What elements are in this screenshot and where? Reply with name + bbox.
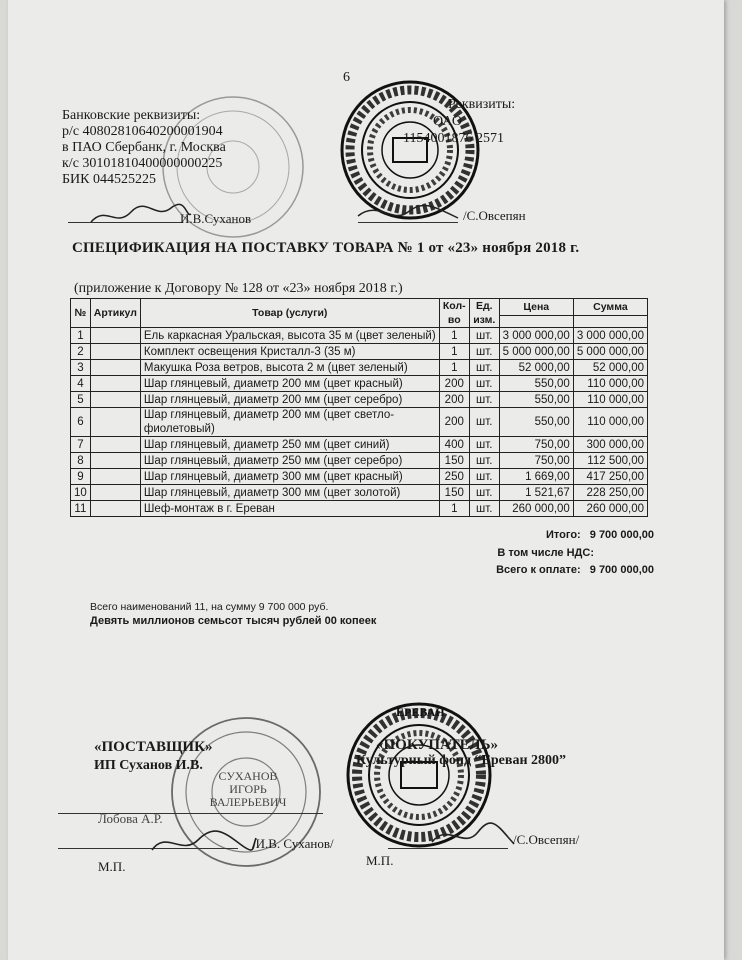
document-sheet — [8, 0, 724, 960]
pay-label: Всего к оплате: — [496, 564, 581, 576]
cell-sum: 5 000 000,00 — [573, 344, 647, 360]
col-header-unit: Ед. изм. — [469, 299, 499, 328]
cell-article — [90, 360, 140, 376]
supplier-seal-mark: М.П. — [98, 859, 126, 874]
col-header-sum: Сумма — [573, 299, 647, 316]
cell-item-name: Шар глянцевый, диаметр 300 мм (цвет красный) — [140, 469, 439, 485]
table-row — [71, 376, 648, 392]
cell-item-name: Макушка Роза ветров, высота 2 м (цвет зеленый) — [140, 360, 439, 376]
cell-article — [90, 376, 140, 392]
col-header-article: Артикул — [90, 299, 140, 328]
cell-article — [90, 392, 140, 408]
cell-item-name: Комплект освещения Кристалл-3 (35 м) — [140, 344, 439, 360]
cell-sum: 3 000 000,00 — [573, 328, 647, 344]
vat-label: В том числе НДС: — [497, 547, 594, 559]
cell-price: 550,00 — [499, 376, 573, 392]
buyer-details-line: ОАО — [433, 114, 462, 129]
cell-article — [90, 328, 140, 344]
cell-unit: шт. — [469, 344, 499, 360]
cell-sum: 112 500,00 — [573, 453, 647, 469]
cell-sum: 260 000,00 — [573, 501, 647, 517]
col-header-sum-sub — [573, 316, 647, 328]
cell-num: 1 — [71, 328, 91, 344]
cell-unit: шт. — [469, 392, 499, 408]
cell-price: 1 521,67 — [499, 485, 573, 501]
col-header-price-sub — [499, 316, 573, 328]
cell-num: 7 — [71, 437, 91, 453]
supplier-stamp-text: СУХАНОВ ИГОРЬ ВАЛЕРЬЕВИЧ — [209, 769, 287, 809]
cell-price: 1 669,00 — [499, 469, 573, 485]
cell-article — [90, 408, 140, 437]
table-row — [71, 485, 648, 501]
buyer-details — [403, 96, 515, 147]
table-row — [71, 501, 648, 517]
supplier-signature-name: /И.В. Суханов/ — [252, 836, 334, 851]
table-row — [71, 469, 648, 485]
cell-price: 550,00 — [499, 408, 573, 437]
total-row — [546, 529, 654, 541]
buyer-signature-scribble-bottom — [428, 820, 518, 854]
cell-unit: шт. — [469, 501, 499, 517]
cell-unit: шт. — [469, 453, 499, 469]
buyer-signature-scribble-top — [353, 198, 463, 228]
cell-article — [90, 453, 140, 469]
cell-unit: шт. — [469, 376, 499, 392]
summary-count: Всего наименований 11, на сумму 9 700 000 руб. — [90, 601, 329, 613]
total-label: Итого: — [546, 529, 581, 541]
supplier-signature-scribble-bottom — [148, 826, 258, 858]
document-subtitle: (приложение к Договору № 128 от «23» ноября 2018 г.) — [74, 281, 403, 296]
cell-sum: 52 000,00 — [573, 360, 647, 376]
table-row — [71, 360, 648, 376]
cell-qty: 150 — [439, 485, 469, 501]
table-row — [71, 437, 648, 453]
table-row — [71, 408, 648, 437]
table-header-row — [71, 299, 648, 316]
bank-line: к/с 30101810400000000225 — [62, 156, 223, 171]
cell-qty: 1 — [439, 360, 469, 376]
buyer-seal-mark: М.П. — [366, 853, 394, 868]
table-body — [71, 328, 648, 517]
cell-num: 10 — [71, 485, 91, 501]
cell-item-name: Шар глянцевый, диаметр 200 мм (цвет красный) — [140, 376, 439, 392]
cell-qty: 200 — [439, 376, 469, 392]
supplier-role: «ПОСТАВЩИК» — [94, 739, 213, 755]
buyer-details-line: 1154001876 2571 — [403, 131, 504, 146]
specification-table — [70, 298, 648, 517]
supplier-proxy-name: Лобова А.Р. — [98, 811, 163, 826]
cell-unit: шт. — [469, 437, 499, 453]
cell-qty: 1 — [439, 501, 469, 517]
cell-qty: 400 — [439, 437, 469, 453]
cell-num: 4 — [71, 376, 91, 392]
cell-unit: шт. — [469, 408, 499, 437]
col-header-price: Цена — [499, 299, 573, 316]
cell-item-name: Шеф-монтаж в г. Ереван — [140, 501, 439, 517]
col-header-num: № — [71, 299, 91, 328]
cell-num: 11 — [71, 501, 91, 517]
table-row — [71, 344, 648, 360]
bank-line: в ПАО Сбербанк, г. Москва — [62, 140, 226, 155]
buyer-role: «ПОКУПАТЕЛЬ» — [376, 737, 499, 753]
supplier-name: ИП Суханов И.В. — [94, 758, 203, 773]
page-number: 6 — [343, 70, 350, 85]
cell-num: 2 — [71, 344, 91, 360]
table-row — [71, 328, 648, 344]
bank-line: Банковские реквизиты: — [62, 108, 201, 123]
cell-sum: 110 000,00 — [573, 408, 647, 437]
cell-item-name: Шар глянцевый, диаметр 250 мм (цвет серебро) — [140, 453, 439, 469]
cell-price: 52 000,00 — [499, 360, 573, 376]
buyer-name: Культурный фонд “Ереван 2800” — [356, 753, 567, 768]
cell-qty: 200 — [439, 408, 469, 437]
cell-qty: 1 — [439, 344, 469, 360]
cell-article — [90, 469, 140, 485]
cell-num: 9 — [71, 469, 91, 485]
cell-price: 3 000 000,00 — [499, 328, 573, 344]
buyer-stamp-text: ЕРЕВАН — [396, 705, 445, 719]
table-row — [71, 392, 648, 408]
cell-article — [90, 501, 140, 517]
table-row — [71, 453, 648, 469]
cell-sum: 110 000,00 — [573, 376, 647, 392]
cell-num: 8 — [71, 453, 91, 469]
cell-sum: 417 250,00 — [573, 469, 647, 485]
buyer-signature-name: /С.Овсепян/ — [513, 832, 580, 847]
cell-qty: 200 — [439, 392, 469, 408]
cell-item-name: Шар глянцевый, диаметр 200 мм (цвет серебро) — [140, 392, 439, 408]
cell-sum: 228 250,00 — [573, 485, 647, 501]
cell-price: 750,00 — [499, 437, 573, 453]
vat-row — [497, 547, 594, 559]
cell-qty: 150 — [439, 453, 469, 469]
cell-item-name: Шар глянцевый, диаметр 250 мм (цвет синий) — [140, 437, 439, 453]
supplier-bank-details — [62, 108, 226, 188]
cell-unit: шт. — [469, 469, 499, 485]
cell-num: 5 — [71, 392, 91, 408]
cell-price: 750,00 — [499, 453, 573, 469]
cell-article — [90, 344, 140, 360]
bank-line: р/с 40802810640200001904 — [62, 124, 223, 139]
cell-article — [90, 437, 140, 453]
cell-unit: шт. — [469, 360, 499, 376]
buyer-details-line: Реквизиты: — [448, 97, 516, 112]
cell-qty: 250 — [439, 469, 469, 485]
summary-words: Девять миллионов семьсот тысяч рублей 00 копеек — [90, 615, 377, 627]
bank-line: БИК 044525225 — [62, 172, 156, 187]
cell-price: 260 000,00 — [499, 501, 573, 517]
cell-article — [90, 485, 140, 501]
cell-item-name: Ель каркасная Уральская, высота 35 м (цвет зеленый) — [140, 328, 439, 344]
col-header-qty: Кол-во — [439, 299, 469, 328]
cell-price: 550,00 — [499, 392, 573, 408]
total-value: 9 700 000,00 — [589, 529, 654, 541]
cell-qty: 1 — [439, 328, 469, 344]
buyer-signature-name-top: /С.Овсепян — [463, 208, 526, 223]
document-title: СПЕЦИФИКАЦИЯ НА ПОСТАВКУ ТОВАРА № 1 от «23» ноября 2018 г. — [72, 240, 580, 256]
col-header-item: Товар (услуги) — [140, 299, 439, 328]
cell-num: 3 — [71, 360, 91, 376]
pay-row — [496, 564, 654, 576]
cell-price: 5 000 000,00 — [499, 344, 573, 360]
pay-value: 9 700 000,00 — [589, 564, 654, 576]
cell-unit: шт. — [469, 485, 499, 501]
cell-unit: шт. — [469, 328, 499, 344]
supplier-signature-name-top: И.В.Суханов — [180, 211, 252, 226]
cell-item-name: Шар глянцевый, диаметр 300 мм (цвет золотой) — [140, 485, 439, 501]
cell-num: 6 — [71, 408, 91, 437]
cell-sum: 110 000,00 — [573, 392, 647, 408]
cell-sum: 300 000,00 — [573, 437, 647, 453]
cell-item-name: Шар глянцевый, диаметр 200 мм (цвет светло-фиолетовый) — [140, 408, 439, 437]
